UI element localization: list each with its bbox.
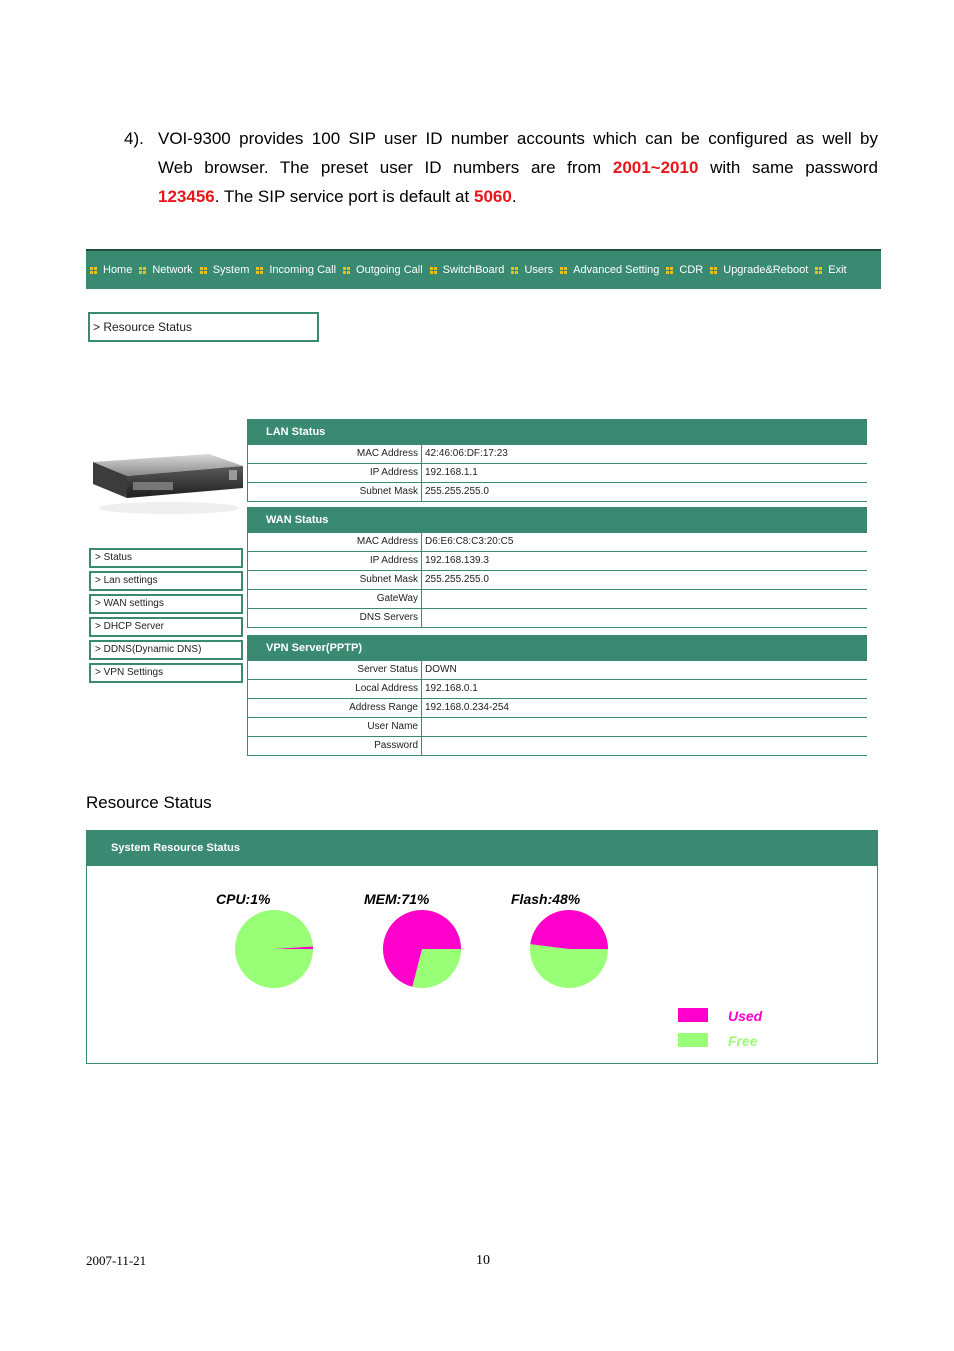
status-row <box>247 533 867 552</box>
status-row <box>247 552 867 571</box>
nav-bullet-icon <box>343 267 350 274</box>
status-row <box>247 699 867 718</box>
nav-item-switchboard[interactable] <box>430 264 505 276</box>
intro-line-3: 123456. The SIP service port is default at 5060. <box>158 187 517 206</box>
nav-item-label: Outgoing Call <box>356 264 423 276</box>
nav-bullet-icon <box>139 267 146 274</box>
status-row <box>247 718 867 737</box>
side-menu-item[interactable]: > Lan settings <box>89 571 243 591</box>
default-password: 123456 <box>158 187 215 206</box>
nav-item-system[interactable] <box>200 264 250 276</box>
legend-free-label: Free <box>728 1033 758 1049</box>
panel-title: VPN Server(PPTP) <box>247 635 867 661</box>
status-value <box>422 609 867 627</box>
status-value <box>422 737 867 755</box>
section-title: Resource Status <box>86 793 212 812</box>
legend-used-label: Used <box>728 1008 763 1024</box>
status-label: GateWay <box>247 590 422 608</box>
status-value: DOWN <box>425 664 457 675</box>
nav-bullet-icon <box>511 267 518 274</box>
nav-bullet-icon <box>90 267 97 274</box>
status-row <box>247 737 867 756</box>
nav-bullet-icon <box>256 267 263 274</box>
status-value: D6:E6:C8:C3:20:C5 <box>425 536 514 547</box>
nav-item-advanced-setting[interactable] <box>560 264 659 276</box>
vpn-server-panel <box>247 635 867 756</box>
side-menu-item[interactable]: > VPN Settings <box>89 663 243 683</box>
list-number: 4). <box>124 129 144 148</box>
page-number: 10 <box>476 1253 490 1268</box>
status-label: Password <box>247 737 422 755</box>
status-label: User Name <box>247 718 422 736</box>
nav-bullet-icon <box>560 267 567 274</box>
user-id-range: 2001~2010 <box>612 158 699 177</box>
lan-status-panel <box>247 419 867 502</box>
side-menu <box>89 548 243 686</box>
panel-title: WAN Status <box>247 507 867 533</box>
nav-item-label: Incoming Call <box>269 264 337 276</box>
mem-label: MEM:71% <box>364 891 430 907</box>
side-menu-item[interactable]: > WAN settings <box>89 594 243 614</box>
intro-paragraph <box>124 124 878 211</box>
status-label: Subnet Mask <box>247 483 422 501</box>
status-value: 192.168.139.3 <box>425 555 489 566</box>
nav-item-users[interactable] <box>511 264 553 276</box>
nav-item-label: Home <box>103 264 133 276</box>
panel-title: LAN Status <box>247 419 867 445</box>
wan-status-panel <box>247 507 867 628</box>
nav-item-label: CDR <box>679 264 704 276</box>
legend-free-swatch <box>678 1033 708 1047</box>
side-menu-item[interactable]: > Status <box>89 548 243 568</box>
side-menu-item[interactable]: > DHCP Server <box>89 617 243 637</box>
status-value: 255.255.255.0 <box>425 574 489 585</box>
status-row <box>247 445 867 464</box>
status-label: Server Status <box>247 661 422 679</box>
flash-pie <box>529 909 609 989</box>
nav-item-label: Network <box>152 264 193 276</box>
status-row <box>247 590 867 609</box>
status-row <box>247 680 867 699</box>
nav-bullet-icon <box>430 267 437 274</box>
status-value <box>422 718 867 736</box>
side-menu-item[interactable]: > DDNS(Dynamic DNS) <box>89 640 243 660</box>
nav-item-label: Exit <box>828 264 847 276</box>
nav-item-home[interactable] <box>90 264 132 276</box>
intro-line-1: VOI-9300 provides 100 SIP user ID number accounts which can be configured as well by <box>158 129 878 148</box>
nav-bullet-icon <box>666 267 673 274</box>
nav-item-label: System <box>212 264 250 276</box>
nav-bullet-icon <box>200 267 207 274</box>
nav-item-exit[interactable] <box>815 264 846 276</box>
status-label: IP Address <box>247 464 422 482</box>
status-value: 192.168.0.1 <box>425 683 478 694</box>
system-resource-box <box>86 830 878 1064</box>
status-row <box>247 483 867 502</box>
nav-item-cdr[interactable] <box>666 264 703 276</box>
system-resource-title: System Resource Status <box>87 831 877 866</box>
nav-item-incoming-call[interactable] <box>256 264 336 276</box>
nav-bullet-icon <box>710 267 717 274</box>
status-row <box>247 609 867 628</box>
intro-line-2: Web browser. The preset user ID numbers are from 2001~2010 with same password <box>158 158 878 177</box>
nav-item-outgoing-call[interactable] <box>343 264 423 276</box>
footer-date: 2007-11-21 <box>86 1253 147 1268</box>
nav-item-label: Upgrade&Reboot <box>723 264 809 276</box>
nav-item-label: Advanced Setting <box>573 264 660 276</box>
status-value <box>422 590 867 608</box>
status-value: 255.255.255.0 <box>425 486 489 497</box>
status-label: MAC Address <box>247 445 422 463</box>
status-label: IP Address <box>247 552 422 570</box>
status-value: 42:46:06:DF:17:23 <box>425 448 508 459</box>
status-row <box>247 661 867 680</box>
sip-port: 5060 <box>473 187 512 206</box>
mem-pie <box>382 909 462 989</box>
status-label: Local Address <box>247 680 422 698</box>
status-label: Address Range <box>247 699 422 717</box>
flash-label: Flash:48% <box>511 891 581 907</box>
top-navigation-bar <box>86 249 881 289</box>
status-label: MAC Address <box>247 533 422 551</box>
nav-bullet-icon <box>815 267 822 274</box>
nav-item-upgrade-reboot[interactable] <box>710 264 808 276</box>
status-value: 192.168.1.1 <box>425 467 478 478</box>
pie-used-slice <box>530 910 608 949</box>
status-row <box>247 571 867 590</box>
resource-status-button[interactable]: > Resource Status <box>88 312 319 342</box>
status-label: DNS Servers <box>247 609 422 627</box>
legend-used-swatch <box>678 1008 708 1022</box>
status-value: 192.168.0.234-254 <box>425 702 509 713</box>
nav-item-network[interactable] <box>139 264 192 276</box>
status-row <box>247 464 867 483</box>
cpu-pie <box>234 909 314 989</box>
nav-item-label: SwitchBoard <box>442 264 505 276</box>
device-image <box>89 450 245 520</box>
nav-item-label: Users <box>524 264 554 276</box>
status-label: Subnet Mask <box>247 571 422 589</box>
cpu-label: CPU:1% <box>216 891 271 907</box>
